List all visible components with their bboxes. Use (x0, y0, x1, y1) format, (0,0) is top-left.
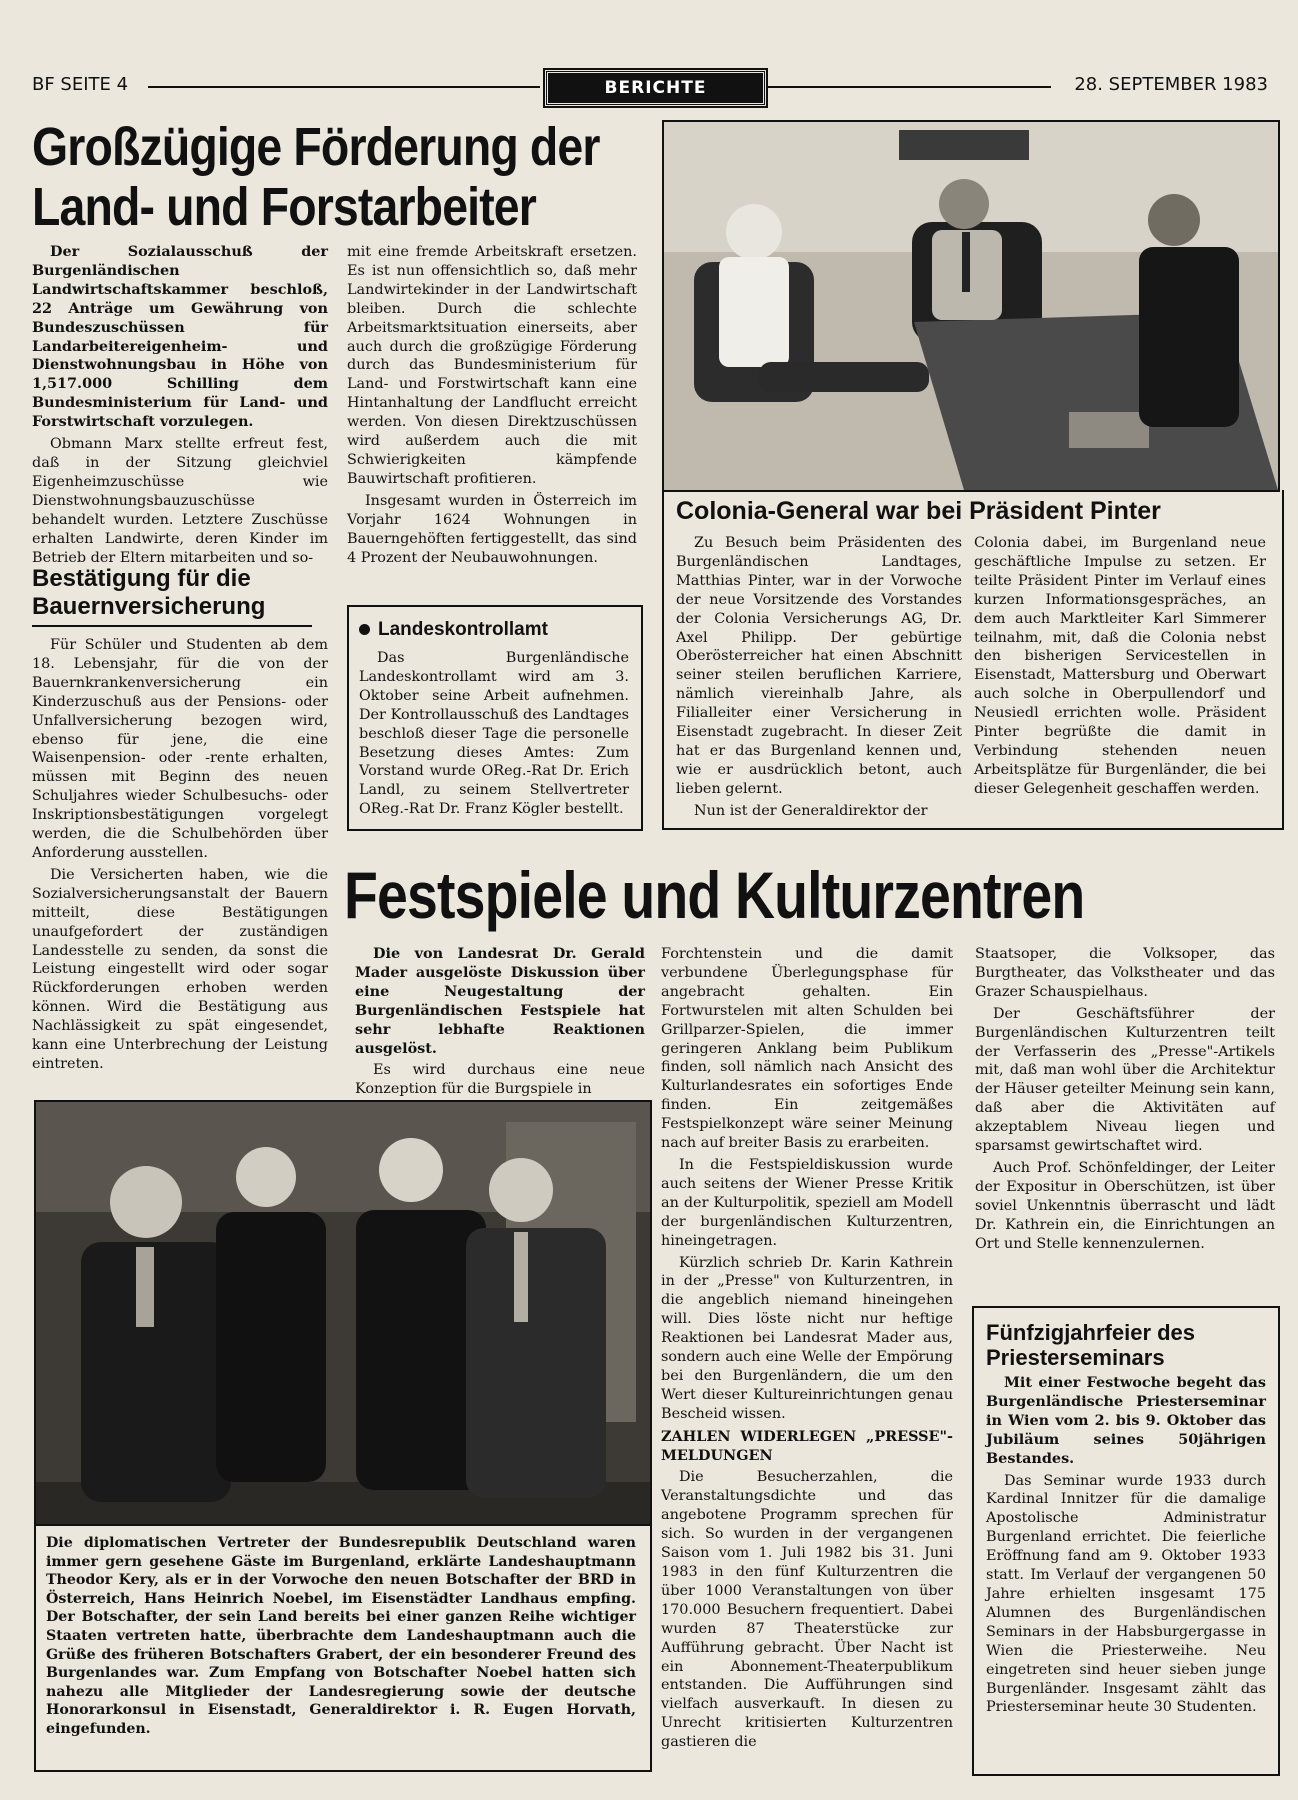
priesterseminar-heading: Fünfzigjahrfeier des Priesterseminars (986, 1320, 1196, 1370)
article-foerderung-p3: mit eine fremde Arbeitskraft ersetzen. Es ist nun offensichtlich so, daß mehr Landwirtekinder in der Landwirtschaft bleiben. Durch die schlechte Arbeitsmarktsituation einerseits, aber auch durch die großzügige Förderung durch das Bundesministerium für Land- und Forstwirtschaft kann eine Hintanhaltung der Landflucht erreicht werden. Von diesen Direktzuschüssen wird außerdem auch die mit Schwierigkeiten kämpfende Bauwirtschaft profitieren. (347, 244, 637, 487)
meeting-photo-graphic (664, 122, 1278, 490)
article-festspiele-p8: Auch Prof. Schönfeldinger, der Leiter der Expositur in Oberschützen, ist über soviel Unkenntnis überrascht und lädt Dr. Kathrein ein, die Einrichtungen an Ort und Stelle kennenzulernen. (975, 1159, 1275, 1252)
photo-colonia-meeting (662, 120, 1280, 492)
diplomats-photo-graphic (36, 1102, 650, 1524)
article-festspiele-p5: Die Besucherzahlen, die Veranstaltungsdichte und das angebotene Programm sprechen für sich. So wurden in der vergangenen Saison vom 1. Juli 1982 bis 31. Juni 1983 in den fünf Kulturzentren die über 1000 Veranstaltungen von über 170.000 Besuchern frequentiert. Dabei wurden 87 Theaterstücke zur Aufführung gebracht. Über Nacht ist ein Abonnement-Theaterpublikum entstanden. Die Aufführungen sind vielfach ausverkauft. In diesen zu Unrecht kritisierten Kulturzentren gastieren die (661, 1469, 953, 1751)
article-festspiele-p1: Es wird durchaus eine neue Konzeption für die Burgspiele in (355, 1062, 645, 1098)
priesterseminar-lead: Mit einer Festwoche begeht das Burgenländische Priesterseminar in Wien vom 2. bis 9. Oktober das Jubiläum seines 50jährigen Bestandes. (986, 1374, 1266, 1467)
article-festspiele-p2: Forchtenstein und die damit verbundene Überlegungsphase für angebracht gehalten. Ein Fortwurstelen mit alten Schulden bei Grillparzer-Spielen, die immer geringeren Anklang beim Publikum finden, soll nämlich nach Ansicht des Kulturlandesrates ein sofortiges Ende finden. Ein zeitgemäßes Festspielkonzept wäre seiner Meinung nach auf breiter Basis zu erarbeiten. (661, 946, 953, 1152)
landeskontrollamt-body (359, 649, 629, 822)
article-colonia-p2: Nun ist der Generaldirektor der (694, 802, 928, 819)
issue-date: 28. SEPTEMBER 1983 (1074, 74, 1268, 95)
section-badge: BERICHTE (545, 70, 766, 106)
header-rule-right (768, 86, 1051, 88)
article-festspiele-lead: Die von Landesrat Dr. Gerald Mader ausgelöste Diskussion über eine Neugestaltung der Burgenländischen Festspiele hat sehr lebhafte Reaktionen ausgelöst. (355, 945, 645, 1057)
article-foerderung-col2 (347, 243, 637, 570)
priesterseminar-text: Das Seminar wurde 1933 durch Kardinal Innitzer für die damalige Apostolische Administratur Burgenland errichtet. Die feierliche Eröffnung fand am 9. Oktober 1933 statt. Im Verlauf der vergangenen 50 Jahre erhielten insgesamt 175 Alumnen des Burgenländischen Seminars in der Habsburgergasse in Wien die Priesterweihe. Neu eingetreten sind heuer sieben junge Burgenländer. Insgesamt zählt das Priesterseminar heute 30 Studenten. (986, 1472, 1266, 1716)
article-festspiele-col1 (355, 945, 645, 1102)
article-bauernversicherung-p1: Für Schüler und Studenten ab dem 18. Lebensjahr, für die von der Bauernkrankenversicherung ein Kinderzuschuß aus der Pensions- oder Unfallversicherung bezogen wird, ebenso für jene, die eine Waisenpension- oder -rente erhalten, müssen mit Beginn des neuen Schuljahres wieder Schulbesuchs- oder Inskriptionsbestätigungen vorgelegt werden, die die Schulbehörden über Anforderung ausstellen. (32, 637, 328, 861)
article-colonia-col1 (676, 534, 962, 824)
article-colonia-p1: Zu Besuch beim Präsidenten des Burgenländischen Landtages, Matthias Pinter, war in der Vorwoche der neue Vorsitzende des Vorstandes der Colonia Versicherungs AG, Dr. Axel Philipp. Der gebürtige Oberösterreicher hat einen Abschnitt seiner steilen beruflichen Karriere, nämlich viereinhalb Jahre, als Filialleiter einer Versicherung in Eisenstadt zugebracht. In dieser Zeit hat er das Burgenland kennen und, wie er ausdrücklich betont, auch lieben gelernt. (676, 535, 962, 797)
article-festspiele-p3: In die Festspieldiskussion wurde auch seitens der Wiener Presse Kritik an der Kulturpolitik, speziell am Modell der burgenländischen Kulturzentren, hineingetragen. (661, 1156, 953, 1249)
article-foerderung-p2: Obmann Marx stellte erfreut fest, daß in der Sitzung gleichviel Eigenheimzuschüsse wie Dienstwohnungsbauzuschüsse behandelt wurden. Letztere Zuschüsse erhalten Landwirte, deren Kinder im Betrieb der Eltern mitarbeiten und so- (32, 436, 328, 566)
headline-colonia: Colonia-General war bei Präsident Pinter (676, 497, 1161, 525)
header-rule-left (148, 86, 540, 88)
bullet-icon (359, 624, 370, 635)
article-foerderung-col1 (32, 243, 328, 570)
box-landeskontrollamt (347, 605, 643, 831)
subhead-zahlen: ZAHLEN WIDERLEGEN „PRESSE"-MELDUNGEN (661, 1427, 953, 1464)
article-bauernversicherung-p2: Die Versicherten haben, wie die Sozialversicherungsanstalt der Bauern mitteilt, diese Bestätigungen unaufgefordert der zuständigen Landesstelle zu senden, da sonst die Leistung eingestellt wird oder sogar Rückforderungen erhoben werden können. Wird die Bestätigung aus Nachlässigkeit zu spät eingesendet, kann eine Unterbrechung der Leistung eintreten. (32, 866, 328, 1072)
article-foerderung-lead: Der Sozialausschuß der Burgenländischen Landwirtschaftskammer beschloß, 22 Anträge um Gewährung von Bundeszuschüssen für Landarbeitereigenheim- und Dienstwohnungsbau in Höhe von 1,517.000 Schilling dem Bundesministerium für Land- und Forstwirtschaft vorzulegen. (32, 243, 328, 431)
subhead-underline (32, 625, 312, 627)
article-bauernversicherung (32, 636, 328, 1077)
landeskontrollamt-title: Landeskontrollamt (378, 619, 548, 640)
photo-diplomats (34, 1100, 652, 1526)
article-festspiele-p7: Der Geschäftsführer der Burgenländischen Kulturzentren teilt der Verfasserin des „Presse"-Artikels mit, daß man wohl über die Architektur der Häuser geteilter Meinung sein kann, daß aber die Aktivitäten auf akzeptablem Niveau liegen und sparsamst gewirtschaftet wird. (975, 1005, 1275, 1155)
article-festspiele-col2 (661, 945, 953, 1755)
article-festspiele-p4: Kürzlich schrieb Dr. Karin Kathrein in der „Presse" von Kulturzentren, in die angeblich niemand hineingehen will. Dies löste nicht nur heftige Reaktionen bei Landesrat Mader aus, sondern auch eine Welle der Empörung bei den Burgenländern, die um den Wert dieser Kultureinrichtungen genau Bescheid wissen. (661, 1254, 953, 1422)
landeskontrollamt-text: Das Burgenländische Landeskontrollamt wird am 3. Oktober seine Arbeit aufnehmen. Der Kontrollausschuß des Landtages beschloß dieser Tage die personelle Besetzung dieses Amtes: Zum Vorstand wurde OReg.-Rat Dr. Erich Landl, zu seinem Stellvertreter OReg.-Rat Dr. Franz Kögler bestellt. (359, 650, 629, 818)
article-colonia-col2 (974, 534, 1266, 802)
headline-foerderung-line1: Großzügige Förderung der (32, 117, 600, 177)
headline-festspiele: Festspiele und Kulturzentren (344, 858, 1085, 932)
box-priesterseminar (972, 1306, 1280, 1776)
article-colonia-p3: Colonia dabei, im Burgenland neue geschäftliche Impulse zu setzen. Er teilte Präsident Pinter im Verlauf eines kurzen Informationsgespräches, an dem auch Marktleiter Karl Simmerer teilnahm, mit, daß die Colonia nebst den bisherigen Servicestellen in Eisenstadt, Mattersburg und Oberwart auch solche in Oberpullendorf und Neusiedl errichten wolle. Präsident Pinter begrüßte die damit in Verbindung stehenden neuen Arbeitsplätze für Burgenländer, die bei dieser Gelegenheit geschaffen werden. (974, 535, 1266, 797)
page-label: BF SEITE 4 (32, 74, 129, 95)
article-festspiele-p6: Staatsoper, die Volksoper, das Burgtheater, das Volkstheater und das Grazer Schauspielhaus. (975, 946, 1275, 1000)
subhead-bauernversicherung: Bestätigung für die Bauernversicherung (32, 565, 266, 620)
article-festspiele-col3 (975, 945, 1275, 1257)
article-foerderung-p4: Insgesamt wurden in Österreich im Vorjahr 1624 Wohnungen in Bauerngehöften fertiggestellt, das sind 4 Prozent der Neubauwohnungen. (347, 492, 637, 566)
priesterseminar-body (986, 1374, 1266, 1720)
caption-diplomats: Die diplomatischen Vertreter der Bundesrepublik Deutschland waren immer gern gesehene Gäste im Burgenland, erklärte Landeshauptmann Theodor Kery, als er in der Vorwoche den neuen Botschafter der BRD in Österreich, Hans Heinrich Noebel, im Eisenstädter Landhaus empfing. Der Botschafter, der sein Land bereits bei einer ganzen Reihe wichtiger Staaten vertreten hatte, überbrachte dem Landeshauptmann auch die Grüße des früheren Botschafters Grabert, der ein besonderer Freund des Burgenlandes war. Zum Empfang von Botschafter Noebel hatten sich nahezu alle Mitglieder der Landesregierung sowie der deutsche Honorarkonsul in Eisenstadt, Generaldirektor i. R. Eugen Horvath, eingefunden. (46, 1535, 636, 1737)
landeskontrollamt-heading (359, 619, 548, 641)
headline-foerderung-line2: Land- und Forstarbeiter (32, 177, 536, 237)
